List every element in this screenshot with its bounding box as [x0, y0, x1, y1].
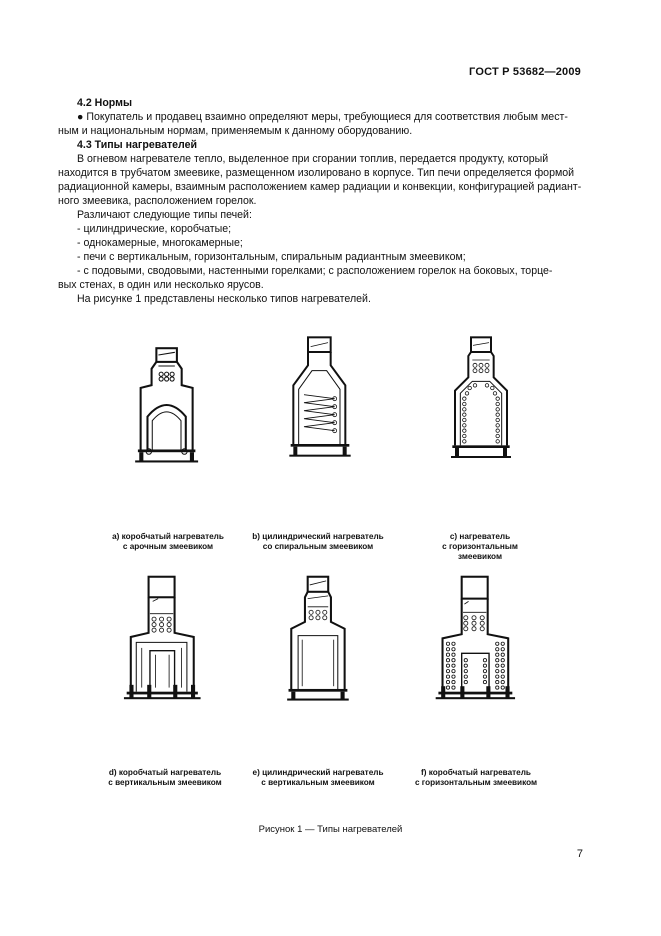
- para1-line2: находится в трубчатом змеевике, размещенном изолировано в корпусе. Тип печи определяется формой: [58, 167, 575, 179]
- caption-line: с вертикальным змеевиком: [261, 778, 375, 787]
- caption-d: [90, 768, 240, 788]
- caption-line: с горизонтальным змеевиком: [414, 778, 538, 787]
- cylindrical-heater-vertical-coil-drawing: [250, 574, 390, 704]
- caption-line: f) коробчатый нагреватель: [421, 768, 531, 777]
- para1-line4: ного змеевика, расположением горелок.: [58, 195, 257, 207]
- box-heater-arch-coil-drawing: [98, 340, 238, 470]
- box-heater-horizontal-coil-drawing: [404, 574, 544, 704]
- types-intro: Различают следующие типы печей:: [77, 209, 252, 221]
- caption-e: [243, 768, 393, 788]
- page-number: 7: [576, 848, 583, 860]
- caption-line: с горизонтальным: [442, 542, 518, 551]
- caption-line: e) цилиндрический нагреватель: [252, 768, 384, 777]
- caption-f: [401, 768, 551, 788]
- box-heater-vertical-coil-drawing: [95, 574, 235, 704]
- section-heading-4-3: 4.3 Типы нагревателей: [77, 139, 198, 151]
- caption-c: [405, 532, 555, 562]
- caption-line: c) нагреватель: [449, 532, 511, 541]
- heater-diagram-b: [250, 332, 390, 462]
- caption-line: a) коробчатый нагреватель: [112, 532, 224, 541]
- para1-line1: В огневом нагревателе тепло, выделенное при сгорании топлив, передается продукту, который: [77, 153, 549, 165]
- heater-diagram-c: [413, 332, 553, 462]
- caption-line: d) коробчатый нагреватель: [108, 768, 222, 777]
- list-item-start: - с подовыми, сводовыми, настенными горелками; с расположением горелок на боковых, торце-: [77, 265, 553, 277]
- caption-line: с вертикальным змеевиком: [108, 778, 222, 787]
- heater-diagram-d: [95, 574, 235, 704]
- heater-diagram-a: [98, 340, 238, 470]
- list-item-end: вых стенах, в один или несколько ярусов.: [58, 279, 264, 291]
- caption-line: змеевиком: [457, 552, 503, 561]
- section-heading-4-2: 4.2 Нормы: [77, 97, 133, 109]
- bullet-paragraph-start: [77, 110, 583, 124]
- para1-line3: радиационной камеры, взаимным расположением камер радиации и конвекции, конфигурацией радиант-: [58, 181, 582, 193]
- caption-a: [93, 532, 243, 552]
- heater-diagram-f: [404, 574, 544, 704]
- caption-b: [243, 532, 393, 552]
- caption-line: с арочным змеевиком: [122, 542, 214, 551]
- list-item: - однокамерные, многокамерные;: [77, 237, 243, 249]
- list-item: - печи с вертикальным, горизонтальным, спиральным радиантным змеевиком;: [77, 251, 466, 263]
- figure-reference: На рисунке 1 представлены несколько типов нагревателей.: [77, 293, 371, 305]
- horizontal-coil-heater-drawing: [413, 332, 553, 462]
- caption-line: b) цилиндрический нагреватель: [252, 532, 384, 541]
- document-header: ГОСТ Р 53682—2009: [469, 66, 581, 78]
- heater-diagram-e: [250, 574, 390, 704]
- list-item: - цилиндрические, коробчатые;: [77, 223, 232, 235]
- bullet-paragraph-end: ным и национальным нормам, применяемым к данному оборудованию.: [58, 125, 413, 137]
- body-text: [58, 96, 583, 306]
- caption-line: со спиральным змеевиком: [262, 542, 374, 551]
- cylindrical-heater-spiral-coil-drawing: [250, 332, 390, 462]
- figure-caption: Рисунок 1 — Типы нагревателей: [258, 824, 403, 835]
- bullet-text: ● Покупатель и продавец взаимно определяют меры, требующиеся для соответствия любым мест-: [77, 111, 568, 123]
